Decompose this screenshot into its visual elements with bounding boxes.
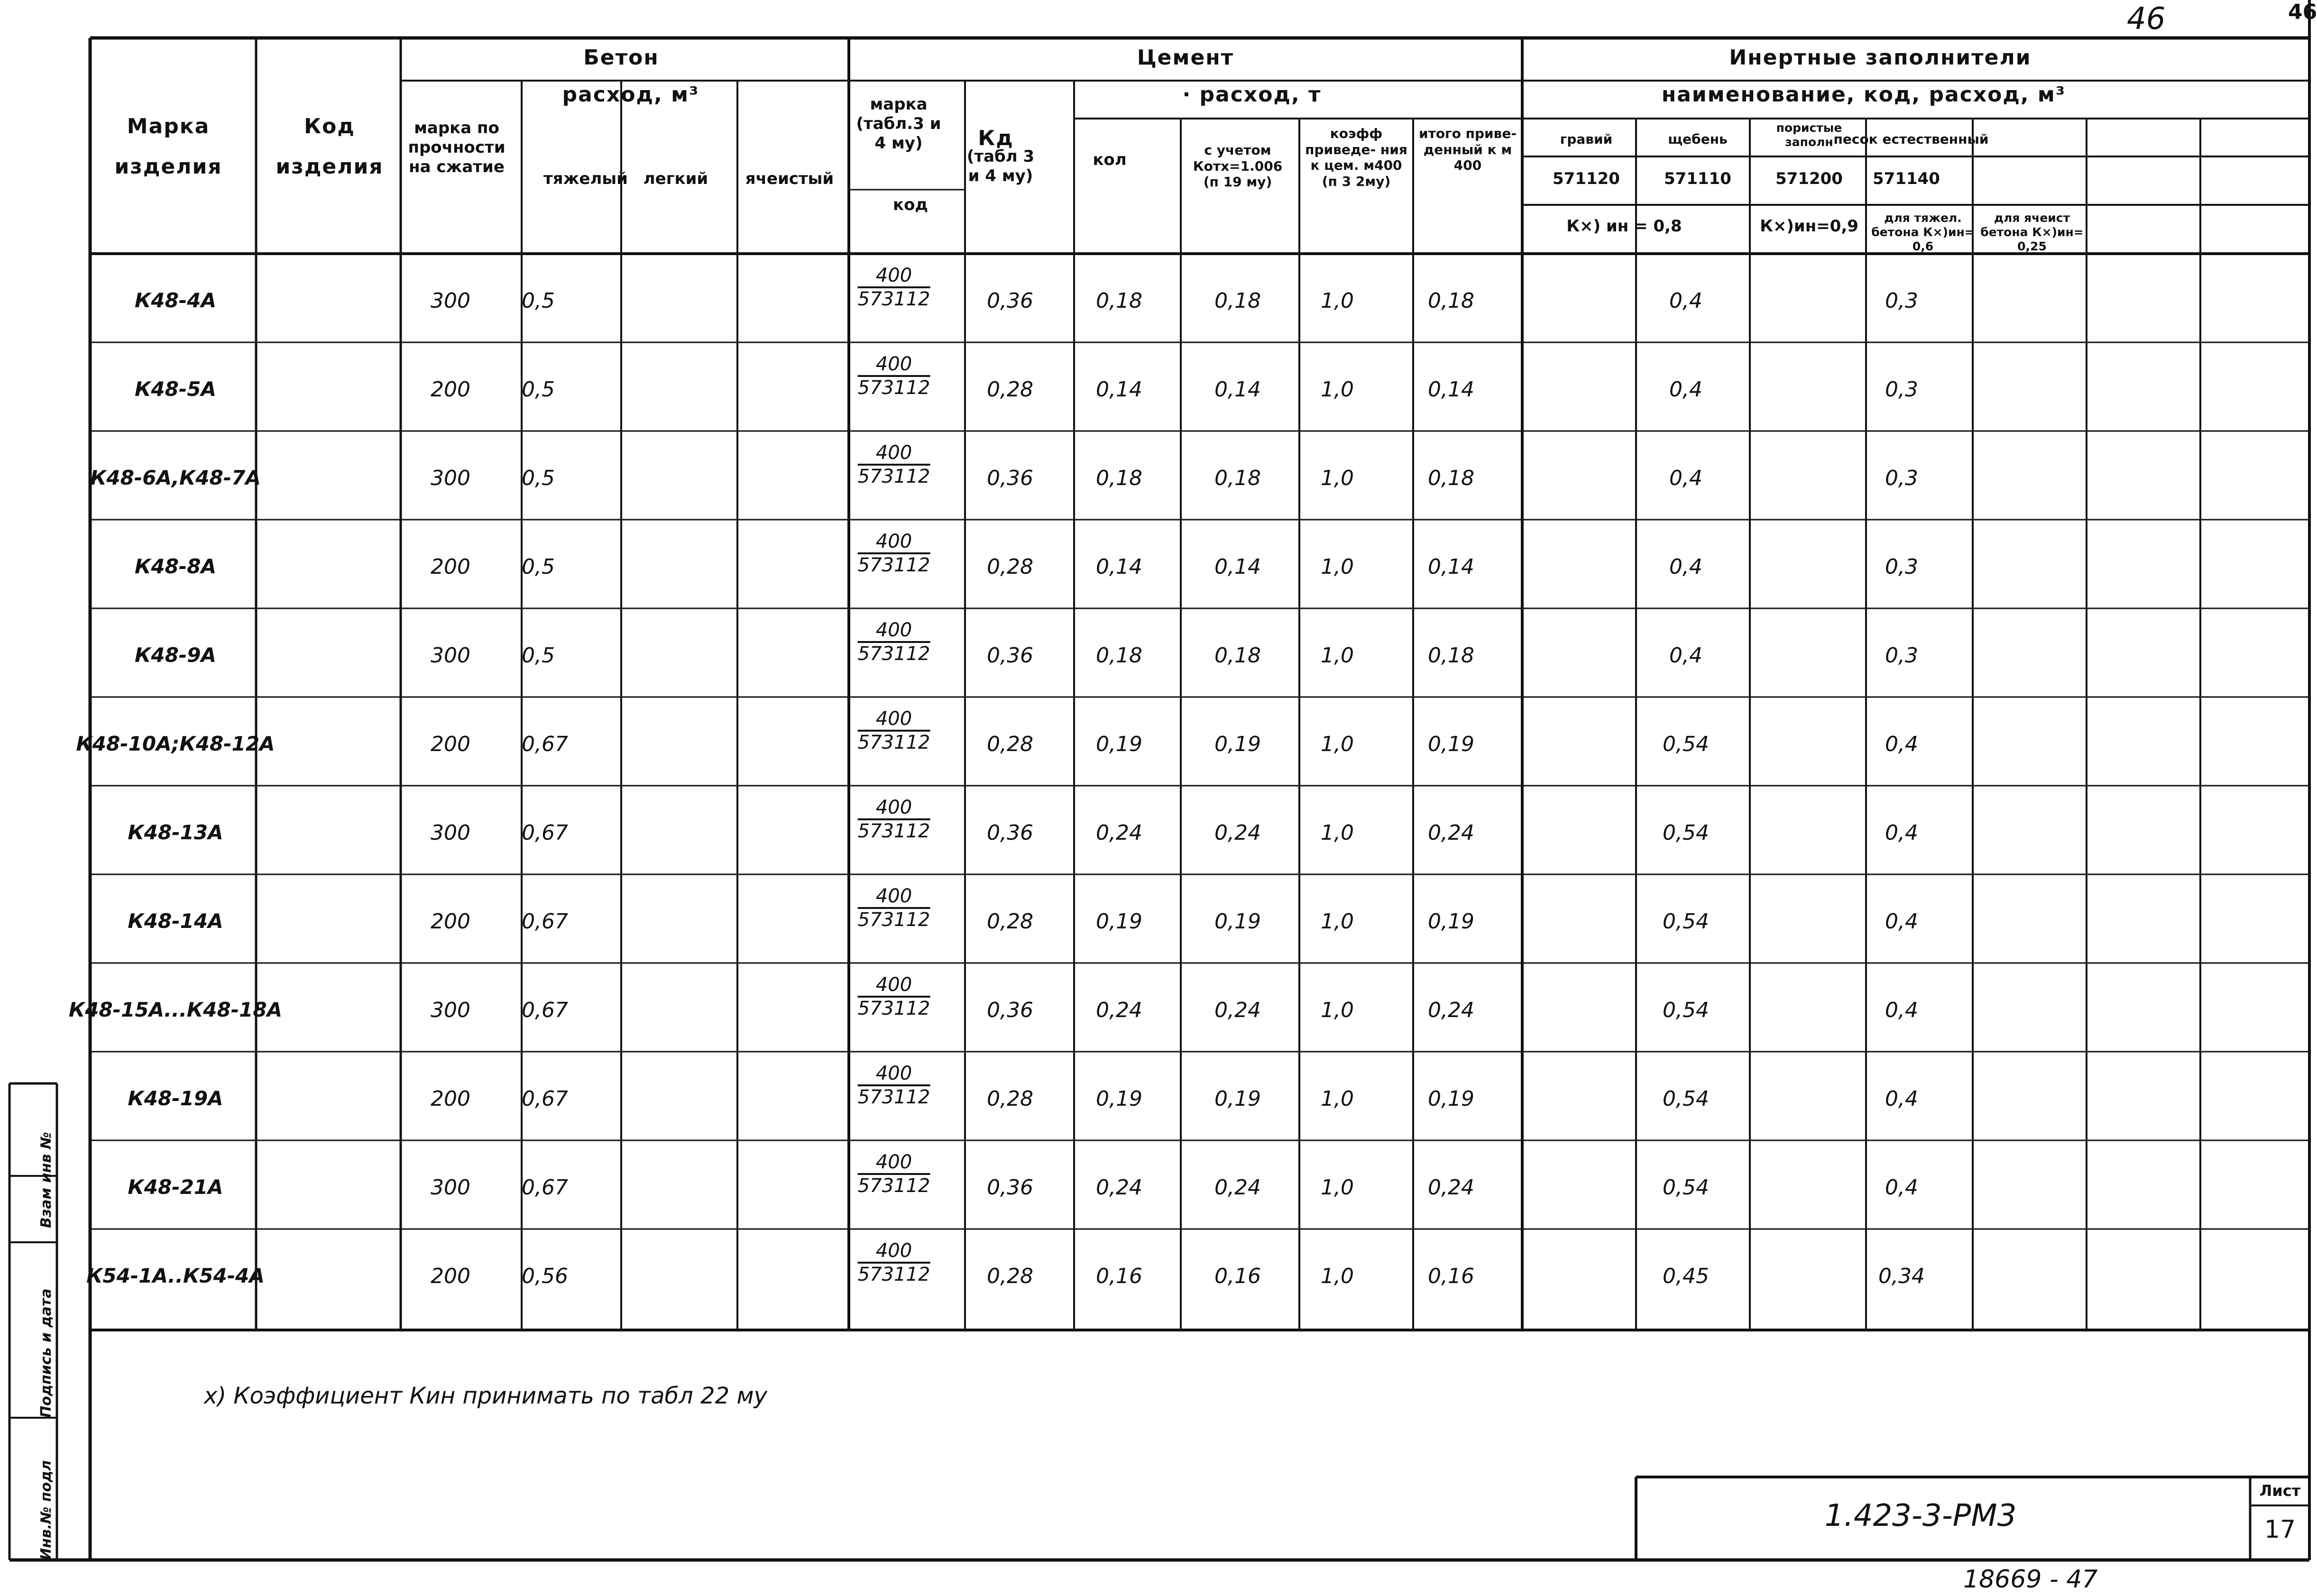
cell-heavy: 0,5 bbox=[522, 289, 555, 313]
cell-grade: 300 bbox=[431, 643, 470, 668]
cell-sand: 0,3 bbox=[1885, 643, 1918, 668]
cell-kd: 0,28 bbox=[987, 1087, 1033, 1111]
cell-mark: К48-5А bbox=[135, 377, 216, 401]
header-mark2: изделия bbox=[114, 155, 222, 179]
cell-grade: 300 bbox=[431, 821, 470, 845]
inv-replace-label: Взам инв № bbox=[38, 1132, 55, 1228]
cell-sand: 0,3 bbox=[1885, 289, 1918, 313]
cell-wk: 0,19 bbox=[1214, 1087, 1261, 1111]
header-gravel: гравий bbox=[1560, 131, 1613, 147]
cell-mark: К48-10А;К48-12А bbox=[76, 732, 275, 755]
cell-mark: К48-6А,К48-7А bbox=[90, 466, 261, 489]
cell-wk: 0,24 bbox=[1214, 998, 1261, 1022]
header-porous: пористые заполн bbox=[1776, 121, 1842, 149]
header-crushed-code: 571110 bbox=[1664, 169, 1731, 188]
page-number: 46 bbox=[2288, 0, 2317, 24]
cell-tot: 0,19 bbox=[1428, 1087, 1474, 1111]
cell-tot: 0,14 bbox=[1428, 377, 1474, 402]
cell-grade: 300 bbox=[431, 998, 470, 1022]
cell-crushed: 0,54 bbox=[1663, 732, 1709, 756]
cell-tot: 0,18 bbox=[1428, 289, 1474, 313]
header-kd: Кд bbox=[978, 126, 1014, 150]
cell-tot: 0,19 bbox=[1428, 909, 1474, 934]
cell-mark: К48-4А bbox=[135, 289, 216, 312]
cell-grade: 200 bbox=[431, 377, 470, 402]
header-concrete: Бетон bbox=[583, 46, 659, 70]
cell-wk: 0,14 bbox=[1214, 377, 1261, 402]
cell-wk: 0,18 bbox=[1214, 466, 1261, 490]
cell-cement-grade: 400 bbox=[858, 974, 930, 998]
cell-wk: 0,16 bbox=[1214, 1264, 1261, 1288]
cell-crushed: 0,45 bbox=[1663, 1264, 1709, 1288]
cell-tot: 0,16 bbox=[1428, 1264, 1474, 1288]
cell-coef: 1,0 bbox=[1321, 643, 1354, 668]
cement-grade-fraction bbox=[858, 442, 930, 487]
cell-grade: 300 bbox=[431, 1175, 470, 1200]
cell-qty: 0,18 bbox=[1096, 643, 1142, 668]
cell-tot: 0,18 bbox=[1428, 466, 1474, 490]
header-cement-grade: марка (табл.3 и 4 му) bbox=[856, 95, 941, 153]
cell-coef: 1,0 bbox=[1321, 732, 1354, 756]
cell-qty: 0,14 bbox=[1096, 377, 1142, 402]
cell-crushed: 0,54 bbox=[1663, 998, 1709, 1022]
header-concrete-grade: марка по прочности на сжатие bbox=[408, 119, 506, 176]
cell-wk: 0,19 bbox=[1214, 732, 1261, 756]
header-fillers: Инертные заполнители bbox=[1729, 46, 2032, 70]
cell-kd: 0,28 bbox=[987, 555, 1033, 579]
cell-cement-grade: 400 bbox=[858, 708, 930, 732]
cell-coef: 1,0 bbox=[1321, 1264, 1354, 1288]
archive-number: 18669 - 47 bbox=[1963, 1565, 2098, 1594]
cell-cement-code: 573112 bbox=[857, 377, 930, 399]
cell-crushed: 0,54 bbox=[1663, 1175, 1709, 1200]
cell-sand: 0,3 bbox=[1885, 377, 1918, 402]
header-cement-use: · расход, т bbox=[1182, 83, 1322, 107]
cell-coef: 1,0 bbox=[1321, 821, 1354, 845]
cell-cement-code: 573112 bbox=[857, 643, 930, 665]
cell-coef: 1,0 bbox=[1321, 377, 1354, 402]
cement-grade-fraction bbox=[858, 974, 930, 1019]
cell-wk: 0,24 bbox=[1214, 821, 1261, 845]
cell-heavy: 0,5 bbox=[522, 555, 555, 579]
cell-qty: 0,16 bbox=[1096, 1264, 1142, 1288]
cell-sand: 0,4 bbox=[1885, 732, 1918, 756]
cell-tot: 0,24 bbox=[1428, 998, 1474, 1022]
cell-crushed: 0,4 bbox=[1669, 377, 1702, 402]
cell-cement-code: 573112 bbox=[857, 1086, 930, 1108]
cell-mark: К48-13А bbox=[128, 821, 223, 844]
cell-cement-grade: 400 bbox=[858, 265, 930, 288]
cell-wk: 0,24 bbox=[1214, 1175, 1261, 1200]
cell-heavy: 0,67 bbox=[522, 821, 568, 845]
cement-grade-fraction bbox=[858, 797, 930, 842]
header-light: легкий bbox=[643, 169, 708, 188]
document-code: 1.423-3-РМ3 bbox=[1824, 1498, 2017, 1533]
cement-grade-fraction bbox=[858, 353, 930, 399]
header-heavy: тяжелый bbox=[543, 169, 628, 188]
cement-grade-fraction bbox=[858, 619, 930, 665]
cell-cement-grade: 400 bbox=[858, 619, 930, 643]
cell-crushed: 0,54 bbox=[1663, 1087, 1709, 1111]
header-concrete-use: расход, м³ bbox=[562, 83, 699, 107]
cell-mark: К48-14А bbox=[128, 909, 223, 933]
cell-coef: 1,0 bbox=[1321, 909, 1354, 934]
cell-grade: 200 bbox=[431, 909, 470, 934]
cell-coef: 1,0 bbox=[1321, 466, 1354, 490]
cell-crushed: 0,54 bbox=[1663, 909, 1709, 934]
cement-grade-fraction bbox=[858, 265, 930, 310]
cell-mark: К48-21А bbox=[128, 1175, 223, 1199]
header-kd-note: (табл 3 и 4 му) bbox=[966, 147, 1035, 185]
cell-mark: К48-8А bbox=[135, 555, 216, 578]
inv-orig-label: Инв.№ подл bbox=[38, 1460, 55, 1560]
header-k-gravel: К×) ин = 0,8 bbox=[1566, 217, 1682, 236]
cell-cement-code: 573112 bbox=[857, 466, 930, 487]
cell-sand: 0,34 bbox=[1878, 1264, 1925, 1288]
cell-cement-code: 573112 bbox=[857, 1264, 930, 1285]
cell-crushed: 0,4 bbox=[1669, 555, 1702, 579]
cell-kd: 0,36 bbox=[987, 1175, 1033, 1200]
cell-mark: К48-9А bbox=[135, 643, 216, 667]
cell-qty: 0,24 bbox=[1096, 1175, 1142, 1200]
cell-cement-code: 573112 bbox=[857, 820, 930, 842]
cell-cement-code: 573112 bbox=[857, 909, 930, 931]
cell-cement-grade: 400 bbox=[858, 353, 930, 377]
cell-cement-grade: 400 bbox=[858, 797, 930, 820]
header-coef: коэфф приведе- ния к цем. м400 (п 3 2му) bbox=[1305, 126, 1407, 189]
cell-grade: 200 bbox=[431, 1087, 470, 1111]
cell-cement-code: 573112 bbox=[857, 1175, 930, 1197]
cell-heavy: 0,67 bbox=[522, 909, 568, 934]
cement-grade-fraction bbox=[858, 885, 930, 931]
cell-grade: 200 bbox=[431, 555, 470, 579]
cell-mark: К48-15А...К48-18А bbox=[68, 998, 283, 1021]
cell-qty: 0,19 bbox=[1096, 732, 1142, 756]
header-cellular: ячеистый bbox=[745, 169, 834, 188]
cell-heavy: 0,56 bbox=[522, 1264, 568, 1288]
cell-kd: 0,36 bbox=[987, 821, 1033, 845]
cell-tot: 0,18 bbox=[1428, 643, 1474, 668]
header-code: Код bbox=[304, 114, 355, 138]
cement-grade-fraction bbox=[858, 1151, 930, 1197]
cell-sand: 0,4 bbox=[1885, 821, 1918, 845]
cell-sand: 0,4 bbox=[1885, 1087, 1918, 1111]
cell-cement-grade: 400 bbox=[858, 1151, 930, 1175]
cell-cement-code: 573112 bbox=[857, 554, 930, 576]
cell-coef: 1,0 bbox=[1321, 1087, 1354, 1111]
cell-wk: 0,18 bbox=[1214, 643, 1261, 668]
cement-grade-fraction bbox=[858, 1063, 930, 1108]
cell-cement-code: 573112 bbox=[857, 998, 930, 1019]
cell-crushed: 0,4 bbox=[1669, 289, 1702, 313]
cell-tot: 0,24 bbox=[1428, 1175, 1474, 1200]
cell-crushed: 0,54 bbox=[1663, 821, 1709, 845]
cell-grade: 300 bbox=[431, 466, 470, 490]
cell-mark: К54-1А..К54-4А bbox=[86, 1264, 265, 1287]
header-sand-cell: для ячеист бетона К×)ин= 0,25 bbox=[1980, 211, 2084, 253]
header-sand: песок естественный bbox=[1833, 131, 1989, 147]
sign-date-label: Подпись и дата bbox=[38, 1288, 55, 1418]
cell-kd: 0,28 bbox=[987, 732, 1033, 756]
header-crushed: щебень bbox=[1668, 131, 1728, 147]
cell-kd: 0,36 bbox=[987, 289, 1033, 313]
cell-qty: 0,18 bbox=[1096, 289, 1142, 313]
cell-cement-grade: 400 bbox=[858, 531, 930, 554]
cell-heavy: 0,67 bbox=[522, 1175, 568, 1200]
cement-grade-fraction bbox=[858, 1240, 930, 1285]
cell-kd: 0,36 bbox=[987, 466, 1033, 490]
cell-heavy: 0,67 bbox=[522, 732, 568, 756]
cell-qty: 0,24 bbox=[1096, 998, 1142, 1022]
header-porous-code: 571200 bbox=[1775, 169, 1843, 188]
cell-crushed: 0,4 bbox=[1669, 643, 1702, 668]
cell-wk: 0,18 bbox=[1214, 289, 1261, 313]
cell-heavy: 0,5 bbox=[522, 377, 555, 402]
header-qty: кол bbox=[1093, 150, 1127, 169]
cell-sand: 0,3 bbox=[1885, 555, 1918, 579]
header-fillers-sub: наименование, код, расход, м³ bbox=[1661, 83, 2066, 107]
cell-qty: 0,14 bbox=[1096, 555, 1142, 579]
sheet-number: 17 bbox=[2264, 1515, 2296, 1544]
handwritten-page-number: 46 bbox=[2127, 1, 2166, 37]
cell-mark: К48-19А bbox=[128, 1087, 223, 1110]
header-cement-code: код bbox=[893, 195, 928, 214]
cell-tot: 0,19 bbox=[1428, 732, 1474, 756]
cell-kd: 0,28 bbox=[987, 909, 1033, 934]
cell-heavy: 0,5 bbox=[522, 466, 555, 490]
cement-grade-fraction bbox=[858, 708, 930, 753]
cell-cement-grade: 400 bbox=[858, 442, 930, 466]
cell-qty: 0,19 bbox=[1096, 909, 1142, 934]
header-total: итого приве- денный к м 400 bbox=[1418, 126, 1517, 174]
cell-kd: 0,28 bbox=[987, 1264, 1033, 1288]
cell-qty: 0,24 bbox=[1096, 821, 1142, 845]
header-cement: Цемент bbox=[1137, 46, 1234, 70]
cell-coef: 1,0 bbox=[1321, 289, 1354, 313]
cell-grade: 200 bbox=[431, 732, 470, 756]
cement-grade-fraction bbox=[858, 531, 930, 576]
cell-heavy: 0,67 bbox=[522, 998, 568, 1022]
cell-coef: 1,0 bbox=[1321, 1175, 1354, 1200]
header-k-porous: К×)ин=0,9 bbox=[1760, 217, 1858, 236]
sheet-label: Лист bbox=[2259, 1482, 2301, 1500]
cell-qty: 0,18 bbox=[1096, 466, 1142, 490]
cell-cement-code: 573112 bbox=[857, 732, 930, 753]
header-mark: Марка bbox=[127, 114, 210, 138]
header-sand-heavy: для тяжел. бетона К×)ин= 0,6 bbox=[1871, 211, 1975, 253]
cell-kd: 0,28 bbox=[987, 377, 1033, 402]
cell-sand: 0,3 bbox=[1885, 466, 1918, 490]
header-code2: изделия bbox=[276, 155, 384, 179]
cell-grade: 300 bbox=[431, 289, 470, 313]
cell-heavy: 0,67 bbox=[522, 1087, 568, 1111]
cell-wk: 0,14 bbox=[1214, 555, 1261, 579]
cell-sand: 0,4 bbox=[1885, 1175, 1918, 1200]
cell-cement-grade: 400 bbox=[858, 1063, 930, 1086]
cell-tot: 0,14 bbox=[1428, 555, 1474, 579]
cell-crushed: 0,4 bbox=[1669, 466, 1702, 490]
cell-cement-grade: 400 bbox=[858, 885, 930, 909]
cell-sand: 0,4 bbox=[1885, 909, 1918, 934]
header-with-k: с учетом Котх=1.006 (п 19 му) bbox=[1193, 142, 1283, 190]
footnote: х) Коэффициент Кин принимать по табл 22 му bbox=[204, 1383, 767, 1409]
cell-coef: 1,0 bbox=[1321, 998, 1354, 1022]
cell-qty: 0,19 bbox=[1096, 1087, 1142, 1111]
cell-sand: 0,4 bbox=[1885, 998, 1918, 1022]
cell-coef: 1,0 bbox=[1321, 555, 1354, 579]
cell-grade: 200 bbox=[431, 1264, 470, 1288]
cell-kd: 0,36 bbox=[987, 643, 1033, 668]
cell-wk: 0,19 bbox=[1214, 909, 1261, 934]
cell-tot: 0,24 bbox=[1428, 821, 1474, 845]
cell-heavy: 0,5 bbox=[522, 643, 555, 668]
header-gravel-code: 571120 bbox=[1553, 169, 1620, 188]
cell-cement-grade: 400 bbox=[858, 1240, 930, 1264]
cell-cement-code: 573112 bbox=[857, 288, 930, 310]
header-sand-code: 571140 bbox=[1873, 169, 1940, 188]
cell-kd: 0,36 bbox=[987, 998, 1033, 1022]
